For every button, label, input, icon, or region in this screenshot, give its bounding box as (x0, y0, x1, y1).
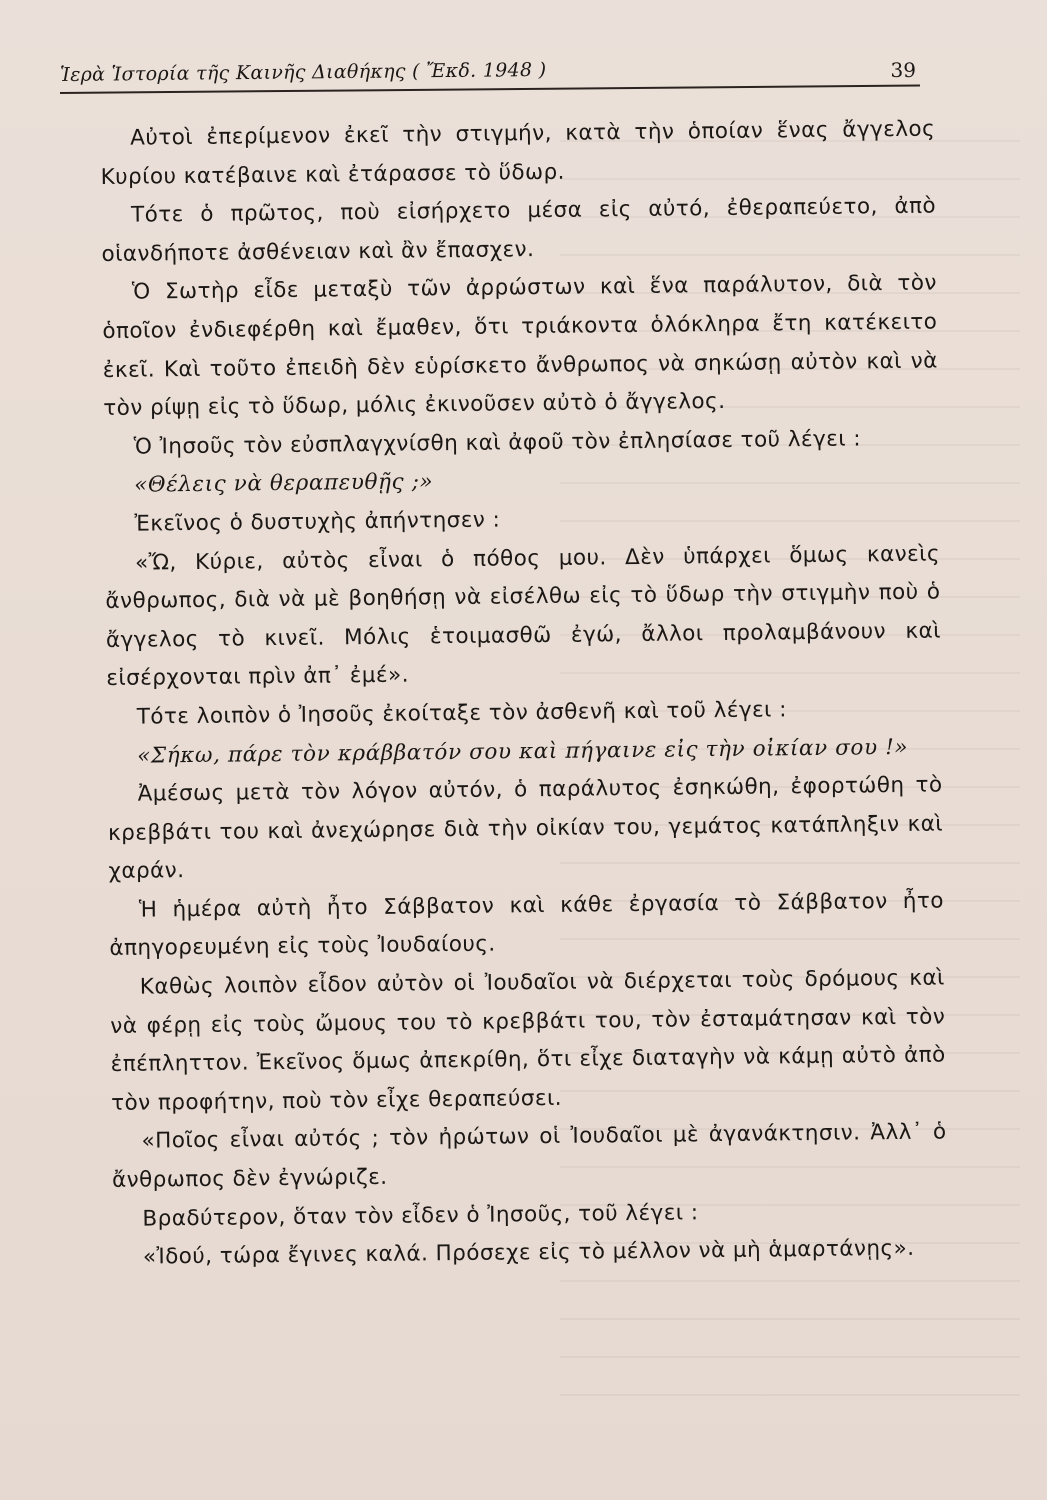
header-rule (60, 84, 920, 94)
paragraph: Ὁ Ἰησοῦς τὸν εὐσπλαγχνίσθη καὶ ἀφοῦ τὸν ἐπλησίασε τοῦ λέγει : (133, 426, 862, 460)
page-number: 39 (890, 58, 916, 82)
paragraph: «Ἰδού, τώρα ἔγινες καλά. Πρόσεχε εἰς τὸ μέλλον νὰ μὴ ἁμαρτάνῃς». (142, 1236, 915, 1270)
paragraph: Ὁ Σωτὴρ εἶδε μεταξὺ τῶν ἀρρώστων καὶ ἕνα παράλυτον, διὰ τὸν ὁποῖον ἐνδιεφέρθη καὶ ἔμαθεν, ὅτι τριάκοντα ὁλόκληρα ἔτη κατέκειτο ἐκεῖ. Καὶ τοῦτο ἐπειδὴ δὲν εὑρίσκετο ἄνθρωπος νὰ σηκώσῃ αὐτὸν καὶ νὰ τὸν ρίψῃ εἰς τὸ ὕδωρ, μόλις ἐκινοῦσεν αὐτὸ ὁ ἄγγελος. (102, 270, 938, 422)
paragraph: Καθὼς λοιπὸν εἶδον αὐτὸν οἱ Ἰουδαῖοι νὰ διέρχεται τοὺς δρόμους καὶ νὰ φέρῃ εἰς τοὺς ὤμους του τὸ κρεββάτι του, τὸν ἐσταμάτησαν καὶ τὸν ἐπέπληττον. Ἐκεῖνος ὅμως ἀπεκρίθη, ὅτι εἶχε διαταγὴν νὰ κάμῃ αὐτὸ ἀπὸ τὸν προφήτην, ποὺ τὸν εἶχε θεραπεύσει. (110, 965, 946, 1116)
running-title: Ἱερὰ Ἱστορία τῆς Καινῆς Διαθήκης ( Ἔκδ. 1948 ) (60, 58, 547, 86)
page-header (60, 58, 920, 98)
quote-line: «Θέλεις νὰ θεραπευθῇς ;» (134, 469, 434, 498)
paragraph: Ἐκεῖνος ὁ δυστυχὴς ἀπήντησεν : (134, 507, 501, 537)
paragraph: Ἡ ἡμέρα αὐτὴ ἦτο Σάββατον καὶ κάθε ἐργασία τὸ Σάββατον ἦτο ἀπηγορευμένη εἰς τοὺς Ἰουδαίους. (109, 888, 945, 962)
quote-line: «Σήκω, πάρε τὸν κράββατόν σου καὶ πήγαινε εἰς τὴν οἰκίαν σου !» (137, 734, 909, 769)
paragraph: Ἀμέσως μετὰ τὸν λόγον αὐτόν, ὁ παράλυτος ἐσηκώθη, ἐφορτώθη τὸ κρεββάτι του καὶ ἀνεχώρησε διὰ τὴν οἰκίαν του, γεμάτος κατάπληξιν καὶ χαράν. (107, 772, 944, 885)
paragraph: «Ποῖος εἶναι αὐτός ; τὸν ἠρώτων οἱ Ἰουδαῖοι μὲ ἀγανάκτησιν. Ἀλλ᾿ ὁ ἄνθρωπος δὲν ἐγνώριζε. (111, 1119, 947, 1193)
paragraph: «Ὤ, Κύριε, αὐτὸς εἶναι ὁ πόθος μου. Δὲν ὑπάρχει ὅμως κανεὶς ἄνθρωπος, διὰ νὰ μὲ βοηθήσῃ νὰ εἰσέλθω εἰς τὸ ὕδωρ τὴν στιγμὴν ποὺ ὁ ἄγγελος τὸ κινεῖ. Μόλις ἑτοιμασθῶ ἐγώ, ἄλλοι προλαμβάνουν καὶ εἰσέρχονται πρὶν ἀπ᾿ ἐμέ». (105, 541, 941, 692)
body-text (100, 111, 948, 1278)
paragraph: Αὐτοὶ ἐπερίμενον ἐκεῖ τὴν στιγμήν, κατὰ τὴν ὁποίαν ἕνας ἄγγελος Κυρίου κατέβαινε καὶ ἐτάρασσε τὸ ὕδωρ. (100, 116, 936, 190)
paragraph: Τότε λοιπὸν ὁ Ἰησοῦς ἐκοίταξε τὸν ἀσθενῆ καὶ τοῦ λέγει : (136, 697, 787, 730)
paragraph: Βραδύτερον, ὅταν τὸν εἶδεν ὁ Ἰησοῦς, τοῦ λέγει : (142, 1199, 699, 1232)
paragraph: Τότε ὁ πρῶτος, ποὺ εἰσήρχετο μέσα εἰς αὐτό, ἐθεραπεύετο, ἀπὸ οἱανδήποτε ἀσθένειαν καὶ ἂν ἔπασχεν. (101, 193, 937, 267)
